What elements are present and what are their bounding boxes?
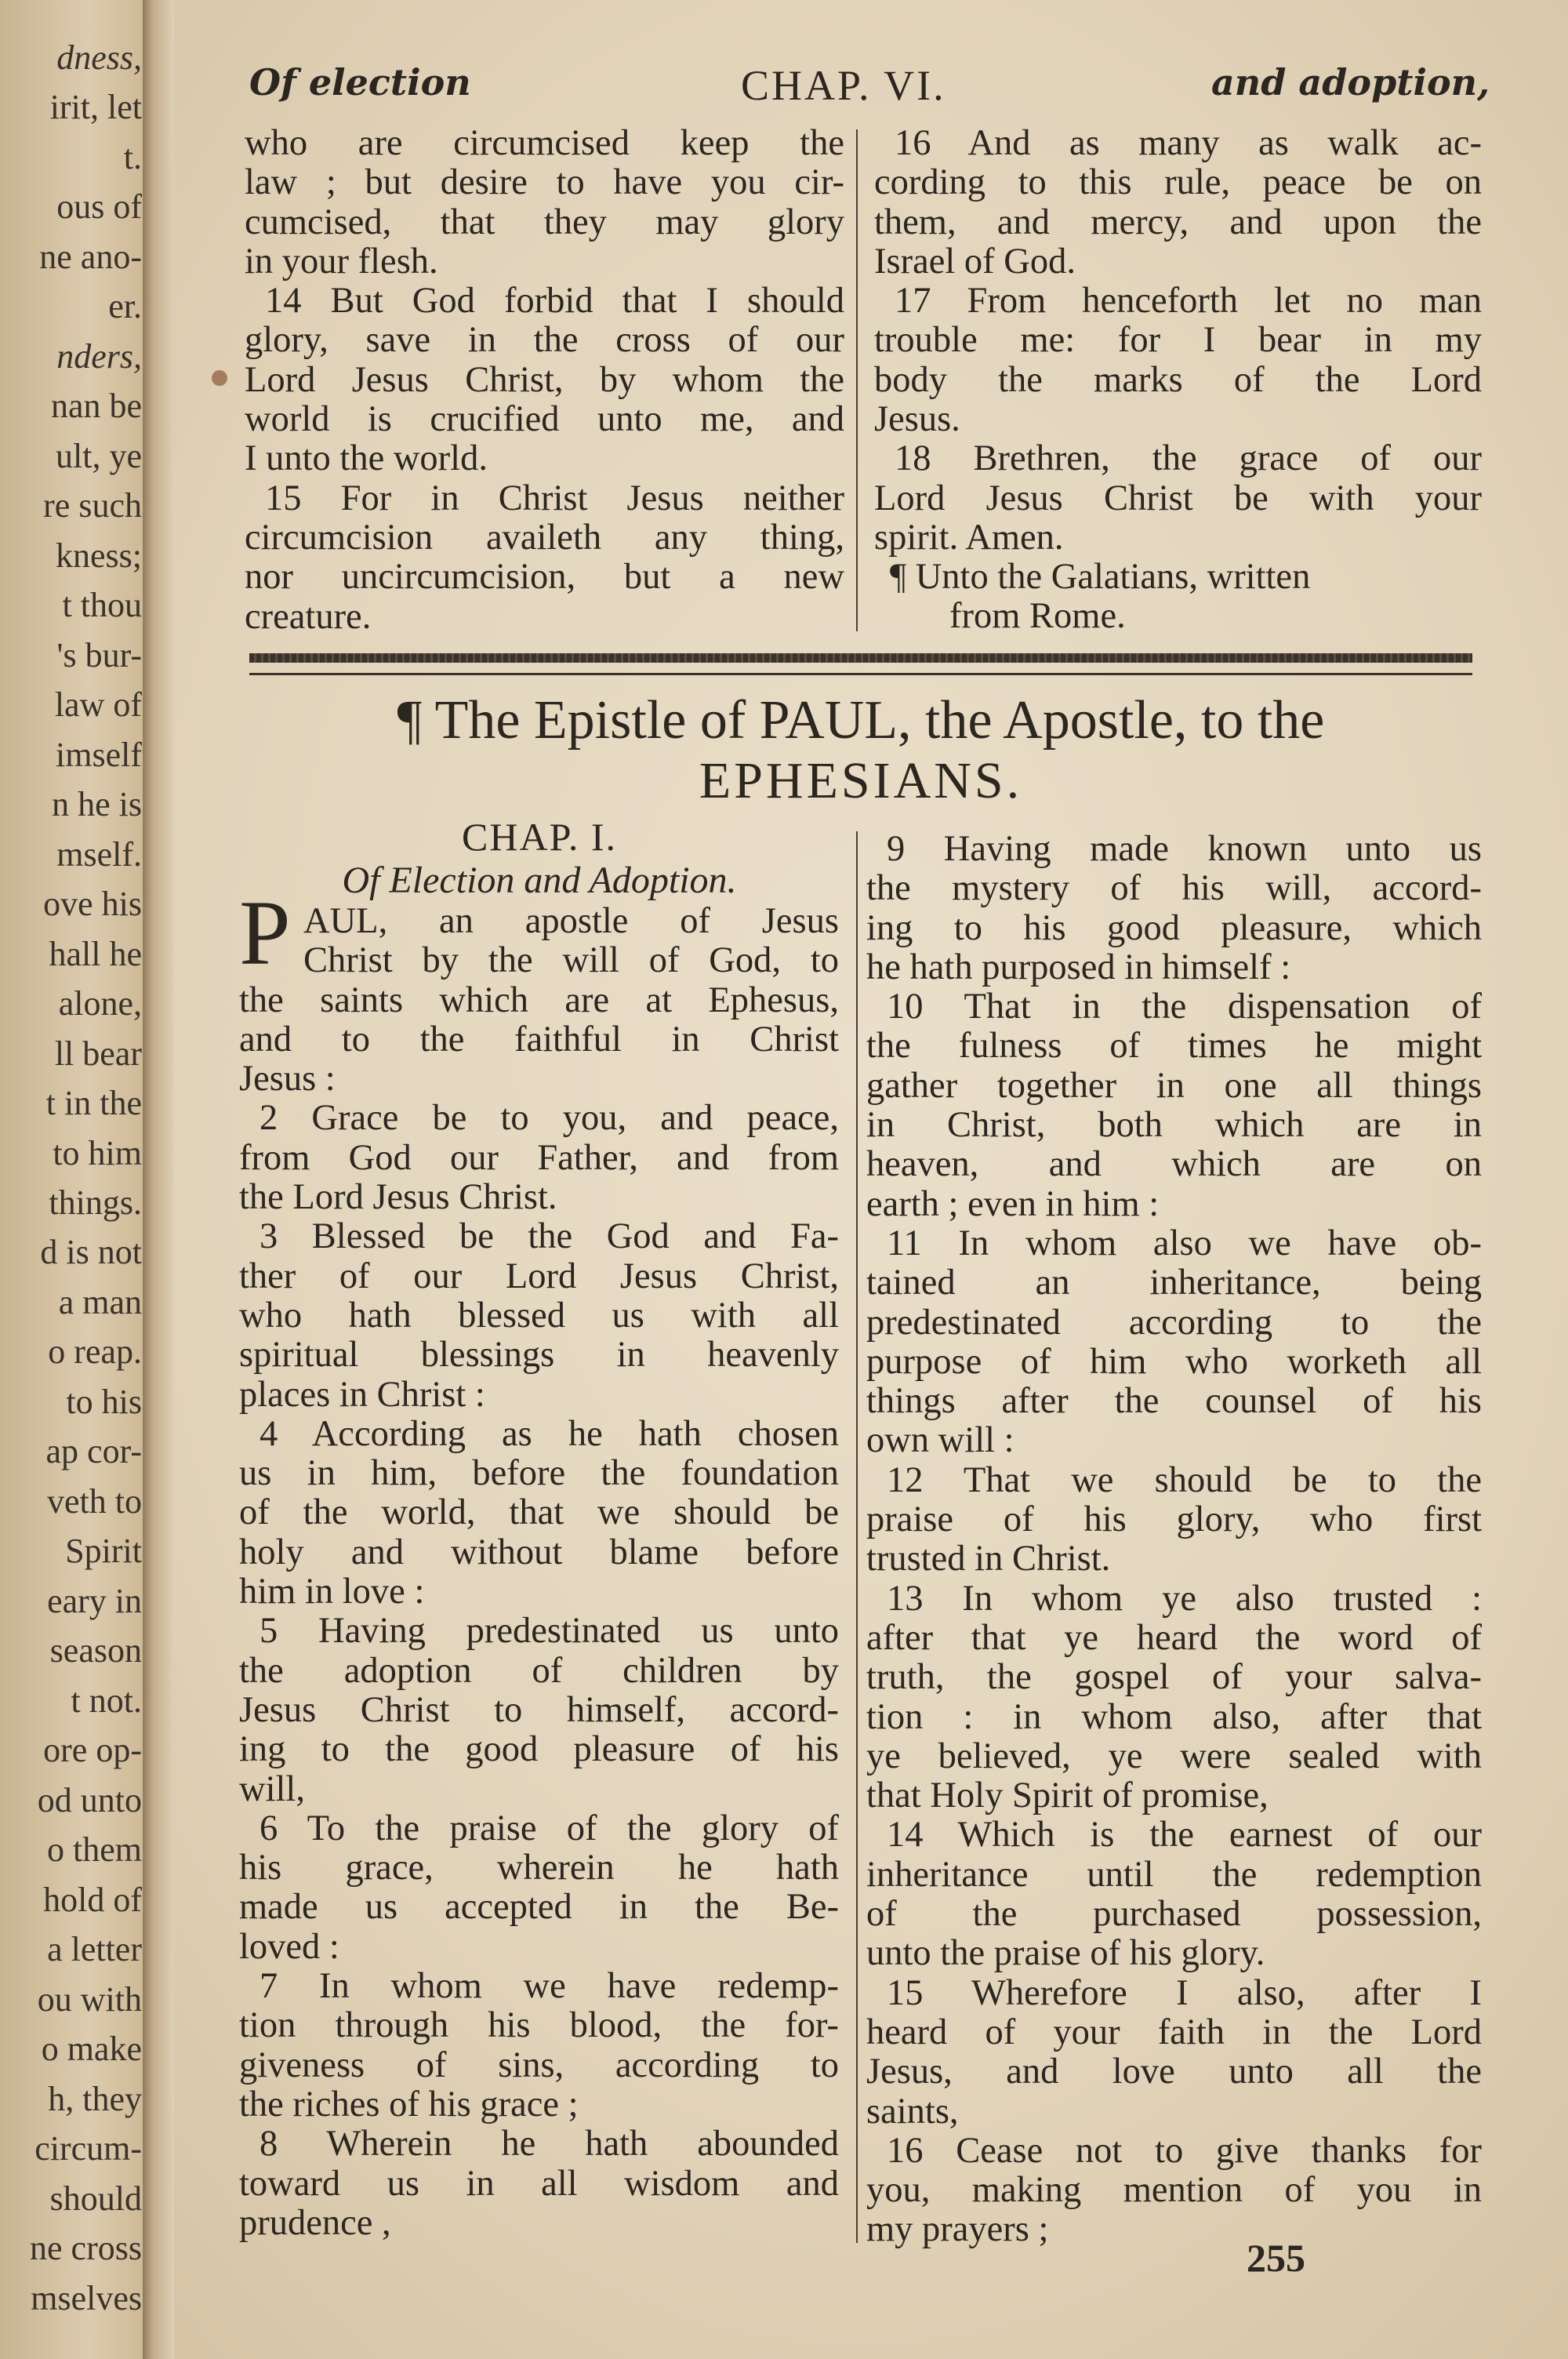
running-head-chapter: CHAP. VI. xyxy=(741,62,946,109)
text-line: the Lord Jesus Christ. xyxy=(239,1177,557,1218)
text-line: law ; but desire to have you cir- xyxy=(245,162,844,203)
text-line: in your flesh. xyxy=(245,241,438,282)
previous-page-fragment: a letter xyxy=(47,1931,142,1969)
text-line: spirit. Amen. xyxy=(874,517,1064,558)
column-divider-bottom xyxy=(856,831,858,2243)
chapter-subtitle: Of Election and Adoption. xyxy=(342,860,737,901)
text-line: AUL, an apostle of Jesus xyxy=(303,901,839,941)
previous-page-fragment: irit, let xyxy=(49,89,142,127)
text-line: 6 To the praise of the glory of xyxy=(260,1808,839,1848)
running-head-right: and adoption, xyxy=(1211,61,1490,104)
chapter-heading xyxy=(249,814,829,902)
text-line: inheritance until the redemption xyxy=(866,1854,1482,1895)
ink-mark xyxy=(212,370,227,386)
text-line: you, making mention of you in xyxy=(866,2170,1482,2211)
text-line: in Christ, both which are in xyxy=(866,1105,1482,1146)
text-line: circumcision availeth any thing, xyxy=(245,517,844,558)
text-line: ther of our Lord Jesus Christ, xyxy=(239,1256,839,1296)
previous-page-fragment: er. xyxy=(108,288,142,326)
text-line: heard of your faith in the Lord xyxy=(866,2012,1482,2052)
text-line: the mystery of his will, accord- xyxy=(866,868,1482,909)
text-line: world is crucified unto me, and xyxy=(245,399,844,440)
text-line: made us accepted in the Be- xyxy=(239,1887,839,1928)
text-line: loved : xyxy=(239,1926,339,1967)
text-line: 15 Wherefore I also, after I xyxy=(887,1972,1482,2013)
text-line: creature. xyxy=(245,596,372,637)
text-line: unto the praise of his glory. xyxy=(866,1933,1265,1974)
text-line: giveness of sins, according to xyxy=(239,2045,839,2085)
epistle-title xyxy=(249,689,1472,809)
previous-page-fragment: d is not xyxy=(40,1234,142,1272)
previous-page-fragment: ll bear xyxy=(54,1034,142,1073)
text-line: Israel of God. xyxy=(874,241,1076,282)
text-line: tained an inheritance, being xyxy=(866,1263,1482,1303)
text-line: trouble me: for I bear in my xyxy=(874,320,1482,361)
previous-page-fragment: imself xyxy=(56,736,142,774)
text-line: who are circumcised keep the xyxy=(245,123,844,163)
previous-page-fragment: h, they xyxy=(48,2080,142,2118)
text-line: his grace, wherein he hath xyxy=(239,1848,839,1888)
pilcrow-mark: ¶ xyxy=(397,690,423,751)
text-line: 14 But God forbid that I should xyxy=(265,281,844,322)
text-line: the adoption of children by xyxy=(239,1650,839,1691)
previous-page-fragment: t. xyxy=(123,138,142,176)
text-line: 9 Having made known unto us xyxy=(887,829,1482,869)
galatians-subscription xyxy=(874,558,1482,637)
galatians-left-column xyxy=(245,124,844,637)
page-gutter xyxy=(143,0,174,2359)
previous-page-fragment: t in the xyxy=(45,1085,142,1123)
text-line: things after the counsel of his xyxy=(866,1381,1482,1422)
page-number: 255 xyxy=(1247,2236,1305,2280)
previous-page-fragment: alone, xyxy=(58,985,142,1023)
text-line: places in Christ : xyxy=(239,1374,485,1415)
text-line: from God our Father, and from xyxy=(239,1137,839,1178)
previous-page-fragment: kness; xyxy=(56,536,142,575)
text-line: Jesus : xyxy=(239,1059,336,1100)
previous-page-fragment: things. xyxy=(49,1184,142,1222)
text-line: Lord Jesus Christ, by whom the xyxy=(245,359,844,400)
previous-page-fragment: dness, xyxy=(56,39,142,77)
pilcrow-mark: ¶ xyxy=(890,557,916,597)
text-line: will, xyxy=(239,1768,305,1809)
text-line: tion : in whom also, after that xyxy=(866,1696,1482,1737)
previous-page-fragment: ous of xyxy=(56,188,142,227)
text-line: holy and without blame before xyxy=(239,1532,839,1572)
text-line: earth ; even in him : xyxy=(866,1183,1160,1224)
text-line: the saints which are at Ephesus, xyxy=(239,980,839,1020)
text-line: 13 In whom ye also trusted : xyxy=(887,1578,1482,1619)
text-line: prudence , xyxy=(239,2202,391,2243)
ephesians-right-column xyxy=(866,830,1482,2250)
previous-page-fragment: eary in xyxy=(47,1582,142,1620)
text-line: ye believed, ye were sealed with xyxy=(866,1736,1482,1776)
previous-page-fragment: ore op- xyxy=(43,1732,142,1770)
text-line: Christ by the will of God, to xyxy=(303,940,839,981)
previous-page-fragment: circum- xyxy=(34,2130,142,2168)
text-line: predestinated according to the xyxy=(866,1302,1482,1343)
previous-page-fragment: t thou xyxy=(62,587,142,625)
text-line: ing to his good pleasure, which xyxy=(866,907,1482,948)
text-line: 16 Cease not to give thanks for xyxy=(887,2130,1482,2171)
chapter-number: CHAP. I. xyxy=(462,815,617,859)
text-line: gather together in one all things xyxy=(866,1065,1482,1106)
previous-page-fragment: ap cor- xyxy=(45,1433,142,1471)
previous-page-fragment: mselves xyxy=(31,2279,142,2317)
previous-page-fragment: should xyxy=(49,2179,142,2218)
text-line: ing to the good pleasure of his xyxy=(239,1729,839,1770)
text-line: he hath purposed in himself : xyxy=(866,947,1291,987)
previous-page-fragment: season xyxy=(49,1632,142,1670)
text-line: spiritual blessings in heavenly xyxy=(239,1335,839,1376)
previous-page-fragment: o reap. xyxy=(48,1333,142,1372)
subscription-line xyxy=(874,558,1482,597)
previous-page-fragment: ult, ye xyxy=(56,437,142,475)
text-line: them, and mercy, and upon the xyxy=(874,202,1482,242)
previous-page-fragment: ne ano- xyxy=(39,238,142,276)
previous-page-fragment: Spirit xyxy=(65,1532,142,1571)
text-line: 3 Blessed be the God and Fa- xyxy=(260,1216,839,1257)
book-divider-heavy xyxy=(249,653,1472,663)
previous-page-fragment: ou with xyxy=(37,1980,142,2019)
text-line: 10 That in the dispensation of xyxy=(887,987,1482,1027)
text-line: 11 In whom also we have ob- xyxy=(887,1223,1482,1263)
text-line: 5 Having predestinated us unto xyxy=(260,1611,839,1652)
text-line: him in love : xyxy=(239,1572,425,1612)
text-line: 8 Wherein he hath abounded xyxy=(260,2124,839,2165)
text-line: cording to this rule, peace be on xyxy=(874,162,1482,203)
text-line: body the marks of the Lord xyxy=(874,359,1482,400)
text-line: 14 Which is the earnest of our xyxy=(887,1815,1482,1856)
text-line: 17 From henceforth let no man xyxy=(895,281,1482,322)
text-line: of the purchased possession, xyxy=(866,1894,1482,1935)
previous-page-fragment: o make xyxy=(41,2030,142,2069)
text-line: that Holy Spirit of promise, xyxy=(866,1776,1269,1816)
text-line: Jesus Christ to himself, accord- xyxy=(239,1689,839,1730)
text-line: 7 In whom we have redemp- xyxy=(260,1966,839,2007)
text-line: of the world, that we should be xyxy=(239,1492,839,1533)
text-line: 2 Grace be to you, and peace, xyxy=(260,1098,839,1139)
galatians-right-column xyxy=(874,124,1482,558)
text-line: us in him, before the foundation xyxy=(239,1453,839,1494)
text-line: truth, the gospel of your salva- xyxy=(866,1657,1482,1698)
epistle-title-line2: EPHESIANS. xyxy=(699,752,1023,809)
previous-page-fragment: t not. xyxy=(71,1681,142,1720)
text-line: 4 According as he hath chosen xyxy=(260,1413,839,1454)
previous-page-fragment: nders, xyxy=(56,337,142,376)
text-line: the fulness of times he might xyxy=(866,1026,1482,1067)
previous-page-fragment: to him xyxy=(53,1134,142,1172)
ephesians-left-column xyxy=(239,902,839,2243)
previous-page-fragment: nan be xyxy=(50,387,142,426)
previous-page-fragment: to his xyxy=(66,1383,142,1421)
text-line: and to the faithful in Christ xyxy=(239,1019,839,1060)
text-line: toward us in all wisdom and xyxy=(239,2163,839,2204)
text-line: saints, xyxy=(866,2091,959,2132)
text-line: Jesus. xyxy=(874,399,960,440)
running-head-left: Of election xyxy=(249,61,471,104)
drop-cap: P xyxy=(239,881,291,984)
column-divider-top xyxy=(856,129,858,631)
previous-page-edge xyxy=(0,0,149,2359)
previous-page-fragment: a man xyxy=(58,1283,142,1321)
subscription-text: Unto the Galatians, written xyxy=(915,557,1311,597)
text-line: Jesus, and love unto all the xyxy=(866,2052,1482,2092)
text-line: praise of his glory, who first xyxy=(866,1499,1482,1540)
previous-page-fragment: law of xyxy=(54,686,142,725)
text-line: I unto the world. xyxy=(245,438,488,479)
text-line: heaven, and which are on xyxy=(866,1144,1482,1185)
text-line: own will : xyxy=(866,1420,1014,1461)
book-divider-thin xyxy=(249,673,1472,675)
text-line: 12 That we should be to the xyxy=(887,1459,1482,1500)
text-line: my prayers ; xyxy=(866,2209,1049,2250)
text-line: Lord Jesus Christ be with your xyxy=(874,478,1482,518)
text-line: nor uncircumcision, but a new xyxy=(245,557,844,598)
previous-page-fragment: re such xyxy=(43,487,142,525)
epistle-title-line1: The Epistle of PAUL, the Apostle, to the xyxy=(434,690,1325,751)
subscription-line xyxy=(874,597,1482,636)
previous-page-fragment: hall he xyxy=(49,935,142,973)
previous-page-fragment: veth to xyxy=(47,1482,142,1521)
text-line: glory, save in the cross of our xyxy=(245,320,844,361)
subscription-text: from Rome. xyxy=(949,596,1126,637)
text-line: purpose of him who worketh all xyxy=(866,1341,1482,1382)
text-line: 18 Brethren, the grace of our xyxy=(895,438,1482,479)
previous-page-fragment: 's bur- xyxy=(56,636,142,674)
text-line: 15 For in Christ Jesus neither xyxy=(265,478,844,518)
previous-page-fragment: hold of xyxy=(43,1881,142,1919)
text-line: cumcised, that they may glory xyxy=(245,202,844,242)
text-line: tion through his blood, the for- xyxy=(239,2005,839,2046)
text-line: the riches of his grace ; xyxy=(239,2084,579,2125)
text-line: trusted in Christ. xyxy=(866,1539,1111,1579)
text-line: who hath blessed us with all xyxy=(239,1295,839,1336)
previous-page-fragment: n he is xyxy=(52,786,142,824)
text-line: after that ye heard the word of xyxy=(866,1617,1482,1658)
previous-page-fragment: mself. xyxy=(56,835,142,874)
text-line: 16 And as many as walk ac- xyxy=(895,123,1482,163)
previous-page-fragment: ove his xyxy=(43,885,142,924)
previous-page-fragment: o them xyxy=(47,1831,142,1870)
previous-page-fragment: ne cross xyxy=(30,2230,142,2268)
previous-page-fragment: od unto xyxy=(37,1781,142,1819)
